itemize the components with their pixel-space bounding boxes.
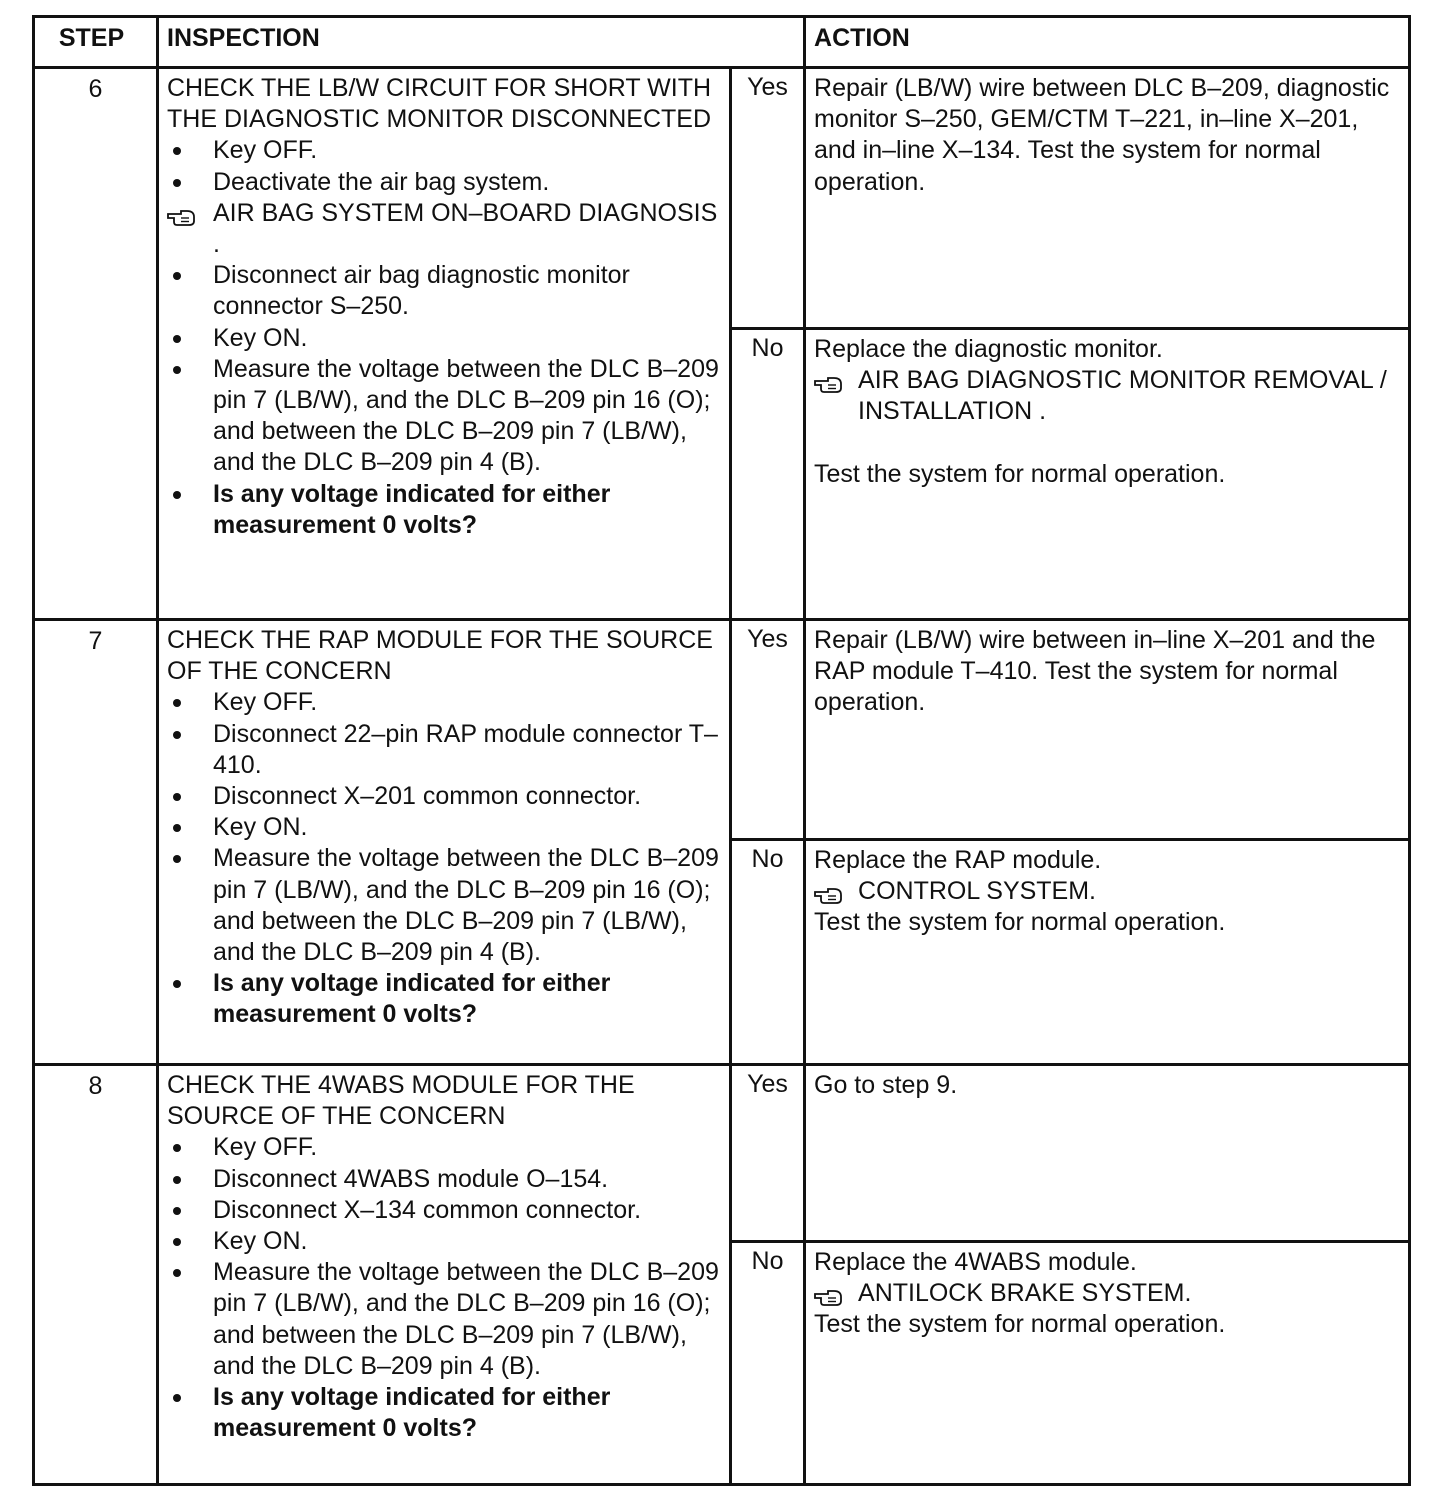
reference-line <box>814 876 1400 907</box>
inspection-title: CHECK THE LB/W CIRCUIT FOR SHORT WITH THE DIAGNOSTIC MONITOR DISCONNECTED <box>167 74 712 134</box>
action-text: Repair (LB/W) wire between in–line X–201 and the RAP module T–410. Test the system for normal operation. <box>814 626 1376 717</box>
action-text: Replace the diagnostic monitor. <box>814 335 1163 363</box>
table-header-row <box>34 17 1410 68</box>
list-item <box>167 968 721 1030</box>
step-text: Disconnect X–134 common connector. <box>213 1195 642 1224</box>
reference-line <box>814 365 1400 427</box>
step-number: 6 <box>34 68 158 620</box>
no-action <box>805 840 1410 1065</box>
step-text: Key ON. <box>213 813 308 842</box>
inspection-steps <box>167 687 721 1030</box>
list-item <box>167 1164 721 1195</box>
no-action <box>805 329 1410 620</box>
header-action: ACTION <box>805 17 1410 68</box>
action-text: Test the system for normal operation. <box>814 1310 1226 1339</box>
action-text: Repair (LB/W) wire between DLC B–209, diagnostic monitor S–250, GEM/CTM T–221, in–line X–201, and in–line X–134. Test the system for normal operation. <box>814 74 1390 196</box>
step-text: Deactivate the air bag system. <box>213 167 550 196</box>
bullet-icon <box>173 366 181 374</box>
action-text: Replace the RAP module. <box>814 846 1102 874</box>
list-item <box>167 1382 721 1444</box>
reference-line <box>814 1278 1400 1309</box>
no-action <box>805 1242 1410 1485</box>
table-row <box>34 1065 1410 1242</box>
no-label: No <box>731 329 805 620</box>
bullet-icon <box>173 731 181 739</box>
no-label: No <box>731 840 805 1065</box>
list-item <box>167 198 721 260</box>
spacer <box>814 428 1400 459</box>
bullet-icon <box>173 1176 181 1184</box>
step-text: Key OFF. <box>213 688 318 717</box>
step-text: Key OFF. <box>213 1133 318 1162</box>
action-text: Test the system for normal operation. <box>814 908 1226 937</box>
list-item <box>167 1257 721 1382</box>
yes-action <box>805 68 1410 329</box>
bullet-icon <box>173 980 181 988</box>
list-item <box>167 719 721 781</box>
list-item <box>167 812 721 843</box>
reference-text: AIR BAG DIAGNOSTIC MONITOR REMOVAL / INSTALLATION . <box>858 366 1387 426</box>
table-row <box>34 68 1410 329</box>
bullet-icon <box>173 1144 181 1152</box>
step-text: Measure the voltage between the DLC B–209 pin 7 (LB/W), and the DLC B–209 pin 16 (O); and between the DLC B–209 pin 7 (LB/W), and the DLC B–209 pin 4 (B). <box>213 844 719 967</box>
no-label: No <box>731 1242 805 1485</box>
step-text: Disconnect 4WABS module O–154. <box>213 1164 609 1193</box>
hand-pointer-icon <box>814 882 844 900</box>
yes-label: Yes <box>731 68 805 329</box>
step-number: 7 <box>34 620 158 1065</box>
list-item <box>167 843 721 968</box>
bullet-icon <box>173 179 181 187</box>
action-text: Replace the 4WABS module. <box>814 1248 1137 1276</box>
header-step: STEP <box>34 17 158 68</box>
step-text: Is any voltage indicated for either measurement 0 volts? <box>213 1383 611 1443</box>
bullet-icon <box>173 491 181 499</box>
list-item <box>167 1132 721 1163</box>
diagnostic-table <box>32 15 1411 1486</box>
reference-text: CONTROL SYSTEM. <box>858 877 1097 906</box>
yes-label: Yes <box>731 1065 805 1242</box>
inspection-cell <box>158 68 731 620</box>
list-item <box>167 781 721 812</box>
list-item <box>167 323 721 354</box>
step-text: Disconnect 22–pin RAP module connector T–410. <box>213 719 718 779</box>
bullet-icon <box>173 793 181 801</box>
step-text: Key OFF. <box>213 136 318 165</box>
list-item <box>167 1195 721 1226</box>
list-item <box>167 135 721 166</box>
bullet-icon <box>173 699 181 707</box>
hand-pointer-icon <box>814 1284 844 1302</box>
inspection-steps <box>167 135 721 541</box>
reference-text: ANTILOCK BRAKE SYSTEM. <box>858 1279 1192 1308</box>
hand-pointer-icon <box>167 204 197 222</box>
bullet-icon <box>173 335 181 343</box>
list-item <box>167 687 721 718</box>
yes-action <box>805 620 1410 840</box>
step-number: 8 <box>34 1065 158 1485</box>
list-item <box>167 479 721 541</box>
yes-label: Yes <box>731 620 805 840</box>
step-text: Key ON. <box>213 323 308 352</box>
bullet-icon <box>173 1207 181 1215</box>
hand-pointer-icon <box>814 371 844 389</box>
bullet-icon <box>173 147 181 155</box>
action-text: Test the system for normal operation. <box>814 459 1226 488</box>
inspection-title: CHECK THE RAP MODULE FOR THE SOURCE OF THE CONCERN <box>167 626 713 686</box>
step-text: Disconnect X–201 common connector. <box>213 782 642 811</box>
table-row <box>34 620 1410 840</box>
yes-action <box>805 1065 1410 1242</box>
step-text: Is any voltage indicated for either measurement 0 volts? <box>213 969 611 1029</box>
list-item <box>167 260 721 322</box>
bullet-icon <box>173 855 181 863</box>
step-text: Disconnect air bag diagnostic monitor connector S–250. <box>213 261 630 321</box>
inspection-title: CHECK THE 4WABS MODULE FOR THE SOURCE OF THE CONCERN <box>167 1071 635 1131</box>
step-text: AIR BAG SYSTEM ON–BOARD DIAGNOSIS . <box>213 198 718 259</box>
action-text: Go to step 9. <box>814 1071 958 1099</box>
bullet-icon <box>173 272 181 280</box>
bullet-icon <box>173 1238 181 1246</box>
bullet-icon <box>173 824 181 832</box>
step-text: Is any voltage indicated for either measurement 0 volts? <box>213 479 611 539</box>
step-text: Key ON. <box>213 1227 308 1256</box>
bullet-icon <box>173 1269 181 1277</box>
step-text: Measure the voltage between the DLC B–209 pin 7 (LB/W), and the DLC B–209 pin 16 (O); and between the DLC B–209 pin 7 (LB/W), and the DLC B–209 pin 4 (B). <box>213 354 719 477</box>
inspection-steps <box>167 1132 721 1444</box>
list-item <box>167 354 721 479</box>
bullet-icon <box>173 1394 181 1402</box>
list-item <box>167 1226 721 1257</box>
step-text: Measure the voltage between the DLC B–209 pin 7 (LB/W), and the DLC B–209 pin 16 (O); and between the DLC B–209 pin 7 (LB/W), and the DLC B–209 pin 4 (B). <box>213 1258 719 1380</box>
inspection-cell <box>158 1065 731 1485</box>
inspection-cell <box>158 620 731 1065</box>
header-inspection: INSPECTION <box>158 17 805 68</box>
list-item <box>167 167 721 198</box>
